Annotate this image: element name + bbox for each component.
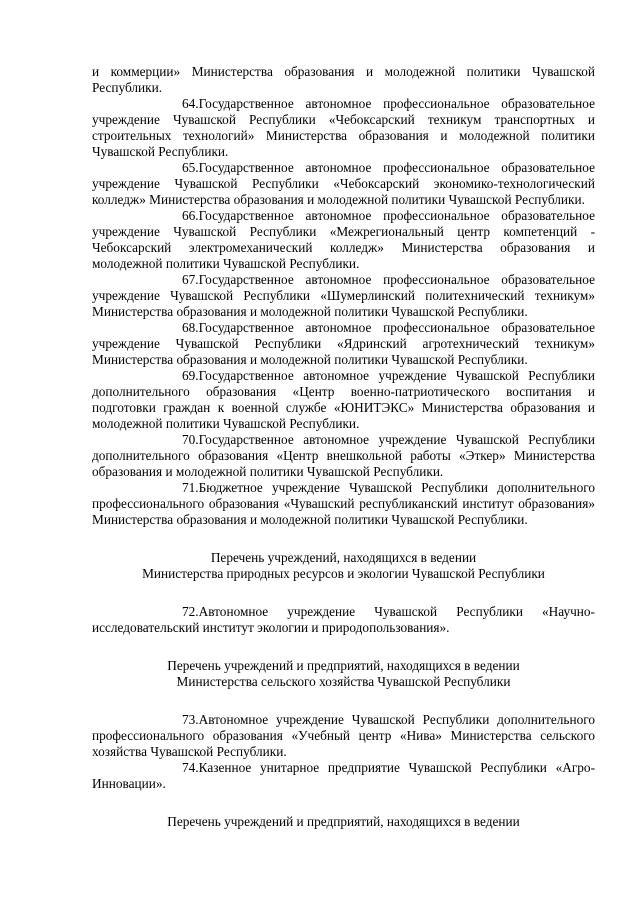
section-heading-line: Перечень учреждений и предприятий, находящихся в ведении (167, 814, 520, 829)
item-text: Государственное автономное профессиональное образовательное учреждение Чувашской Республики «Чебоксарский экономико-технологический колледж» Министерства образования и молодежной политики Чувашской Республики. (92, 160, 595, 207)
list-item (92, 160, 595, 208)
list-item (92, 604, 595, 636)
item-text: Автономное учреждение Чувашской Республики «Научно-исследовательский институт экологии и природопользования». (92, 604, 595, 635)
continuation-paragraph: и коммерции» Министерства образования и молодежной политики Чувашской Республики. (92, 64, 595, 95)
item-number: 65. (182, 160, 199, 175)
list-item (92, 320, 595, 368)
list-item (92, 480, 595, 528)
item-text: Государственное автономное профессиональное образовательное учреждение Чувашской Республики «Ядринский агротехнический техникум» Министерства образования и молодежной политики Чувашской Республики. (92, 320, 595, 367)
section-heading-line: Министерства сельского хозяйства Чувашской Республики (176, 674, 511, 689)
item-text: Государственное автономное учреждение Чувашской Республики дополнительного образования «Центр внешкольной работы «Эткер» Министерства образования и молодежной политики Чувашской Республики. (92, 432, 595, 479)
list-item (92, 712, 595, 760)
list-item (92, 368, 595, 432)
item-number: 70. (182, 432, 199, 447)
list-item (92, 96, 595, 160)
item-text: Государственное автономное профессиональное образовательное учреждение Чувашской Республики «Межрегиональный центр компетенций - Чебоксарский электромеханический колледж» Министерства образования и молодежной политики Чувашской Республики. (92, 208, 595, 271)
item-text: Государственное автономное профессиональное образовательное учреждение Чувашской Республики «Чебоксарский техникум транспортных и строительных технологий» Министерства образования и молодежной политики Чувашской Республики. (92, 96, 595, 159)
item-number: 69. (182, 368, 199, 383)
item-text: Государственное автономное профессиональное образовательное учреждение Чувашской Республики «Шумерлинский политехнический техникум» Министерства образования и молодежной политики Чувашской Республики. (92, 272, 595, 319)
list-item (92, 760, 595, 792)
list-section-a (92, 96, 595, 528)
item-number: 73. (182, 712, 199, 727)
document-page (92, 64, 595, 830)
item-text: Автономное учреждение Чувашской Республики дополнительного профессионального образования «Учебный центр «Нива» Министерства сельского хозяйства Чувашской Республики. (92, 712, 595, 759)
item-number: 68. (182, 320, 199, 335)
item-number: 74. (182, 760, 199, 775)
list-section-b (92, 604, 595, 636)
list-section-c (92, 712, 595, 792)
item-number: 72. (182, 604, 199, 619)
item-number: 64. (182, 96, 199, 111)
item-text: Бюджетное учреждение Чувашской Республики дополнительного профессионального образования «Чувашский республиканский институт образования» Министерства образования и молодежной политики Чувашской Республики. (92, 480, 595, 527)
item-text: Государственное автономное учреждение Чувашской Республики дополнительного образования «Центр военно-патриотического воспитания и подготовки граждан к военной службе «ЮНИТЭКС» Министерства образования и молодежной политики Чувашской Республики. (92, 368, 595, 431)
item-number: 66. (182, 208, 199, 223)
section-heading-line: Перечень учреждений и предприятий, находящихся в ведении (167, 658, 520, 673)
list-item (92, 208, 595, 272)
item-number: 71. (182, 480, 199, 495)
item-number: 67. (182, 272, 199, 287)
list-item (92, 272, 595, 320)
item-text: Казенное унитарное предприятие Чувашской Республики «Агро-Инновации». (92, 760, 595, 791)
section-heading-line: Перечень учреждений, находящихся в ведении (210, 550, 477, 565)
section-heading-line: Министерства природных ресурсов и экологии Чувашской Республики (142, 566, 545, 581)
list-item (92, 432, 595, 480)
